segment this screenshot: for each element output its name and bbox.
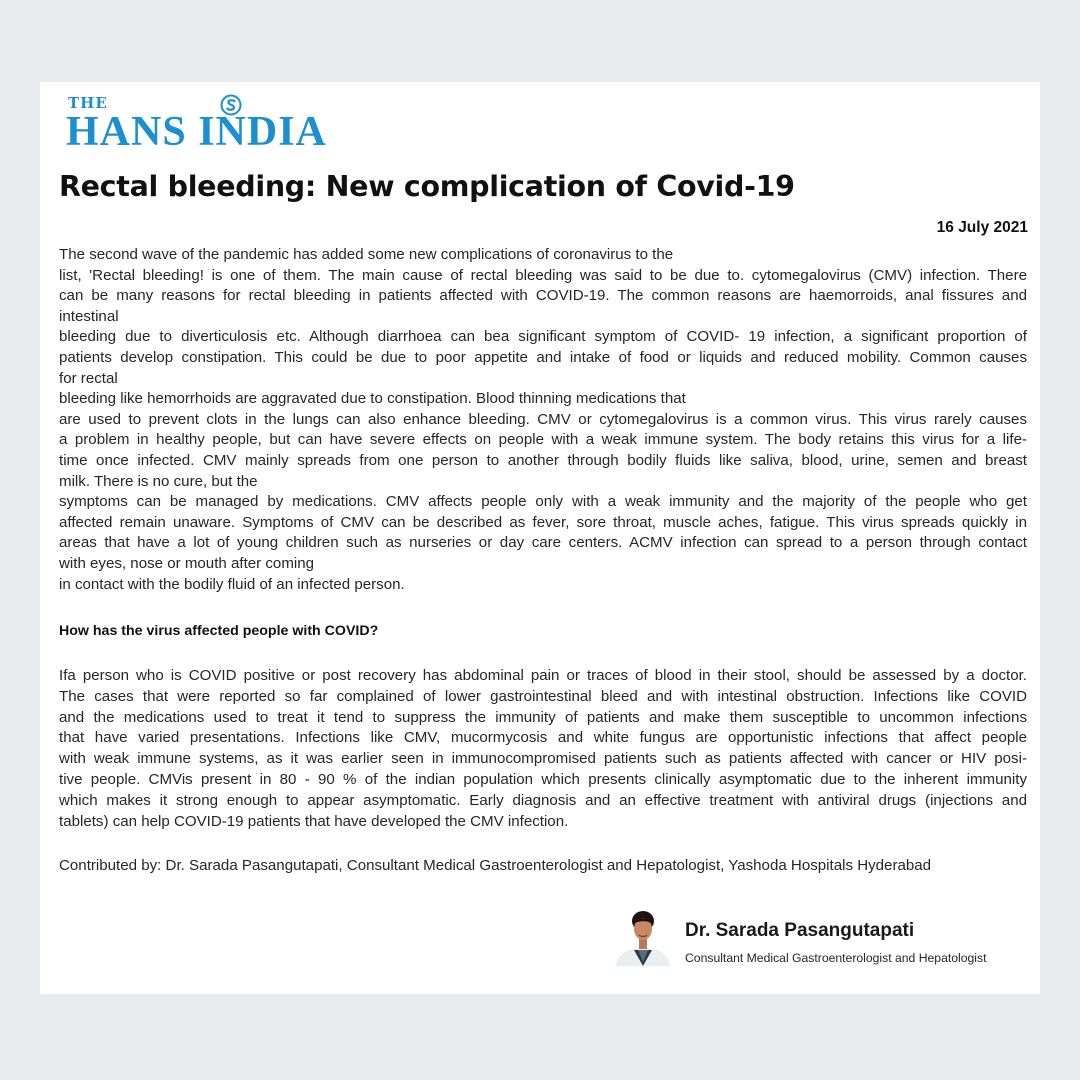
article-text-line: bleeding due to diverticulosis etc. Although diarrhoea can bea significant symptom of COVID- 19 infection, a significant proportion of [59, 328, 1027, 346]
author-role: Consultant Medical Gastroenterologist and Hepatologist [685, 951, 987, 965]
article-text-line: The second wave of the pandemic has added some new complications of coronavirus to the [59, 246, 674, 263]
article-text-line: affected remain unaware. Symptoms of CMV can be described as fever, sore throat, muscle aches, fatigue. This virus spreads quickly in [59, 513, 1027, 531]
article-text-line: patients develop constipation. This could be due to poor appetite and intake of food or liquids and reduced mobility. Common causes [59, 348, 1027, 366]
article-text-line: The cases that were reported so far complained of lower gastrointestinal bleed and with intestinal obstruction. Infections like COVID [59, 687, 1027, 705]
article-text-line: list, 'Rectal bleeding! is one of them. The main cause of rectal bleeding was said to be due to. cytomegalovirus (CMV) infection. There [59, 266, 1027, 284]
article-subheading: How has the virus affected people with COVID? [59, 623, 379, 639]
article-text-line: which makes it strong enough to appear asymptomatic. Early diagnosis and an effective treatment with antiviral drugs (injections and [59, 791, 1027, 809]
article-text-line: symptoms can be managed by medications. CMV affects people only with a weak immunity and the majority of the people who get [59, 493, 1027, 511]
article-text-line: for rectal [59, 369, 118, 387]
article-text-line: Ifa person who is COVID positive or post recovery has abdominal pain or traces of blood in their stool, should be assessed by a doctor. [59, 667, 1027, 684]
article-card [40, 82, 1040, 994]
hans-india-logo[interactable] [68, 94, 418, 156]
article-text-line: with eyes, nose or mouth after coming [59, 554, 315, 572]
article-text-line: with weak immune systems, as it was earlier seen in immunocompromised patients such as patients affected with cancer or HIV posi- [59, 750, 1027, 768]
article-text-line: bleeding like hemorrhoids are aggravated due to constipation. Blood thinning medications that [59, 390, 686, 408]
article-text-line: that have varied presentations. Infections like CMV, mucormycosis and white fungus are opportunistic infections that affect people [59, 729, 1027, 747]
article-text-line: a problem in healthy people, but can have severe effects on people with a weak immune system. The body retains this virus for a life- [59, 431, 1027, 449]
article-text-line: in contact with the bodily fluid of an infected person. [59, 575, 405, 593]
logo-the: THE [68, 94, 108, 112]
contributor-line: Contributed by: Dr. Sarada Pasangutapati, Consultant Medical Gastroenterologist and Hepatologist, Yashoda Hospitals Hyderabad [59, 857, 932, 874]
article-text-line: intestinal [59, 307, 119, 325]
article-paragraph-2 [59, 666, 1027, 832]
article-text-line: time once infected. CMV mainly spreads from one person to another through bodily fluids like saliva, blood, urine, semen and breast [59, 451, 1027, 469]
logo-brand: HANS INDIA [66, 109, 327, 155]
article-title: Rectal bleeding: New complication of Covid-19 [59, 170, 795, 203]
article-text-line: are used to prevent clots in the lungs can also enhance bleeding. CMV or cytomegalovirus is a common virus. This virus rarely causes [59, 410, 1027, 428]
article-paragraph-1 [59, 245, 1027, 595]
article-text-line: areas that have a lot of young children such as nurseries or day care centers. ACMV infection can spread to a person through contact [59, 534, 1027, 552]
article-date: 16 July 2021 [936, 219, 1028, 236]
article-text-line: tive people. CMVis present in 80 - 90 % of the indian population which presents clinically asymptomatic due to the inherent immunity [59, 770, 1027, 788]
article-text-line: tablets) can help COVID-19 patients that have developed the CMV infection. [59, 812, 569, 830]
author-name: Dr. Sarada Pasangutapati [685, 920, 915, 941]
author-photo [612, 904, 674, 966]
article-text-line: milk. There is no cure, but the [59, 472, 258, 490]
article-text-line: and the medications used to treat it tend to suppress the immunity of patients and make them susceptible to uncommon infections [59, 708, 1027, 726]
article-text-line: can be many reasons for rectal bleeding in patients affected with COVID-19. The common reasons are haemorroids, anal fissures and [59, 287, 1027, 305]
